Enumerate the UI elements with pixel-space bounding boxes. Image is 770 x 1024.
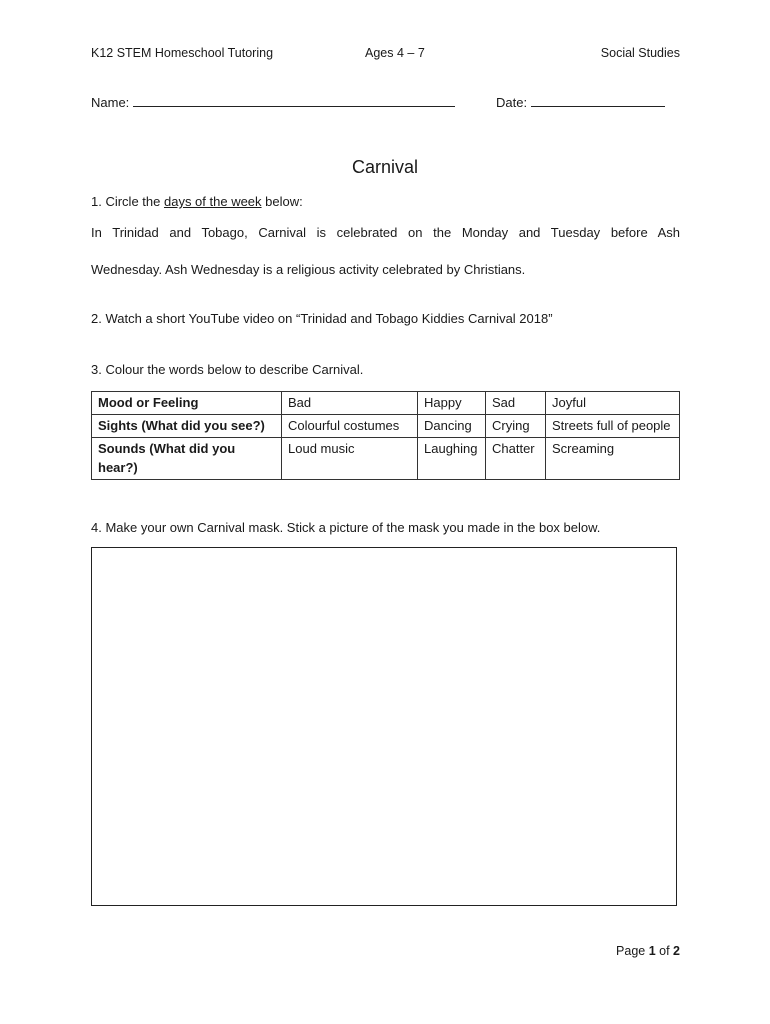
word-cell[interactable]: Bad bbox=[282, 392, 418, 415]
header-subject: Social Studies bbox=[600, 46, 680, 60]
q1-instruction bbox=[91, 194, 303, 209]
page-total: 2 bbox=[673, 944, 680, 958]
q1-paragraph-line1: In Trinidad and Tobago, Carnival is celebrated on the Monday and Tuesday before Ash bbox=[91, 225, 680, 240]
name-field[interactable] bbox=[91, 94, 455, 110]
q1-paragraph-line2: Wednesday. Ash Wednesday is a religious activity celebrated by Christians. bbox=[91, 262, 526, 277]
word-cell[interactable]: Chatter bbox=[486, 438, 546, 480]
q1-prefix: 1. Circle the bbox=[91, 194, 164, 209]
date-line[interactable] bbox=[531, 94, 665, 107]
name-line[interactable] bbox=[133, 94, 455, 107]
word-cell[interactable]: Sad bbox=[486, 392, 546, 415]
table-row bbox=[92, 392, 680, 415]
word-cell[interactable]: Happy bbox=[418, 392, 486, 415]
word-cell[interactable]: Dancing bbox=[418, 415, 486, 438]
mask-picture-box[interactable] bbox=[91, 547, 677, 906]
table-row bbox=[92, 438, 680, 480]
word-cell[interactable]: Laughing bbox=[418, 438, 486, 480]
q1-underlined: days of the week bbox=[163, 194, 262, 209]
word-cell[interactable]: Screaming bbox=[546, 438, 680, 480]
page-of: of bbox=[655, 944, 674, 958]
q3-instruction: 3. Colour the words below to describe Carnival. bbox=[91, 362, 364, 377]
header-tutoring: K12 STEM Homeschool Tutoring bbox=[91, 46, 274, 60]
page-current: 1 bbox=[648, 944, 656, 958]
name-label: Name: bbox=[91, 95, 130, 110]
word-cell[interactable]: Crying bbox=[486, 415, 546, 438]
word-cell[interactable]: Streets full of people bbox=[546, 415, 680, 438]
q2-instruction: 2. Watch a short YouTube video on “Trinidad and Tobago Kiddies Carnival 2018” bbox=[91, 311, 553, 326]
header-ages: Ages 4 – 7 bbox=[365, 46, 425, 60]
date-label: Date: bbox=[496, 95, 528, 110]
page-word: Page bbox=[616, 944, 649, 958]
carnival-words-table bbox=[91, 391, 680, 480]
q1-suffix: below: bbox=[261, 194, 303, 209]
word-cell[interactable]: Colourful costumes bbox=[282, 415, 418, 438]
date-field[interactable] bbox=[496, 94, 665, 110]
page-number bbox=[616, 944, 680, 958]
row-heading: Sounds (What did you hear?) bbox=[92, 438, 282, 480]
word-cell[interactable]: Loud music bbox=[282, 438, 418, 480]
table-row bbox=[92, 415, 680, 438]
row-heading: Sights (What did you see?) bbox=[92, 415, 282, 438]
row-heading: Mood or Feeling bbox=[92, 392, 282, 415]
q4-instruction: 4. Make your own Carnival mask. Stick a picture of the mask you made in the box below. bbox=[91, 520, 601, 535]
page-title: Carnival bbox=[351, 157, 419, 177]
word-cell[interactable]: Joyful bbox=[546, 392, 680, 415]
